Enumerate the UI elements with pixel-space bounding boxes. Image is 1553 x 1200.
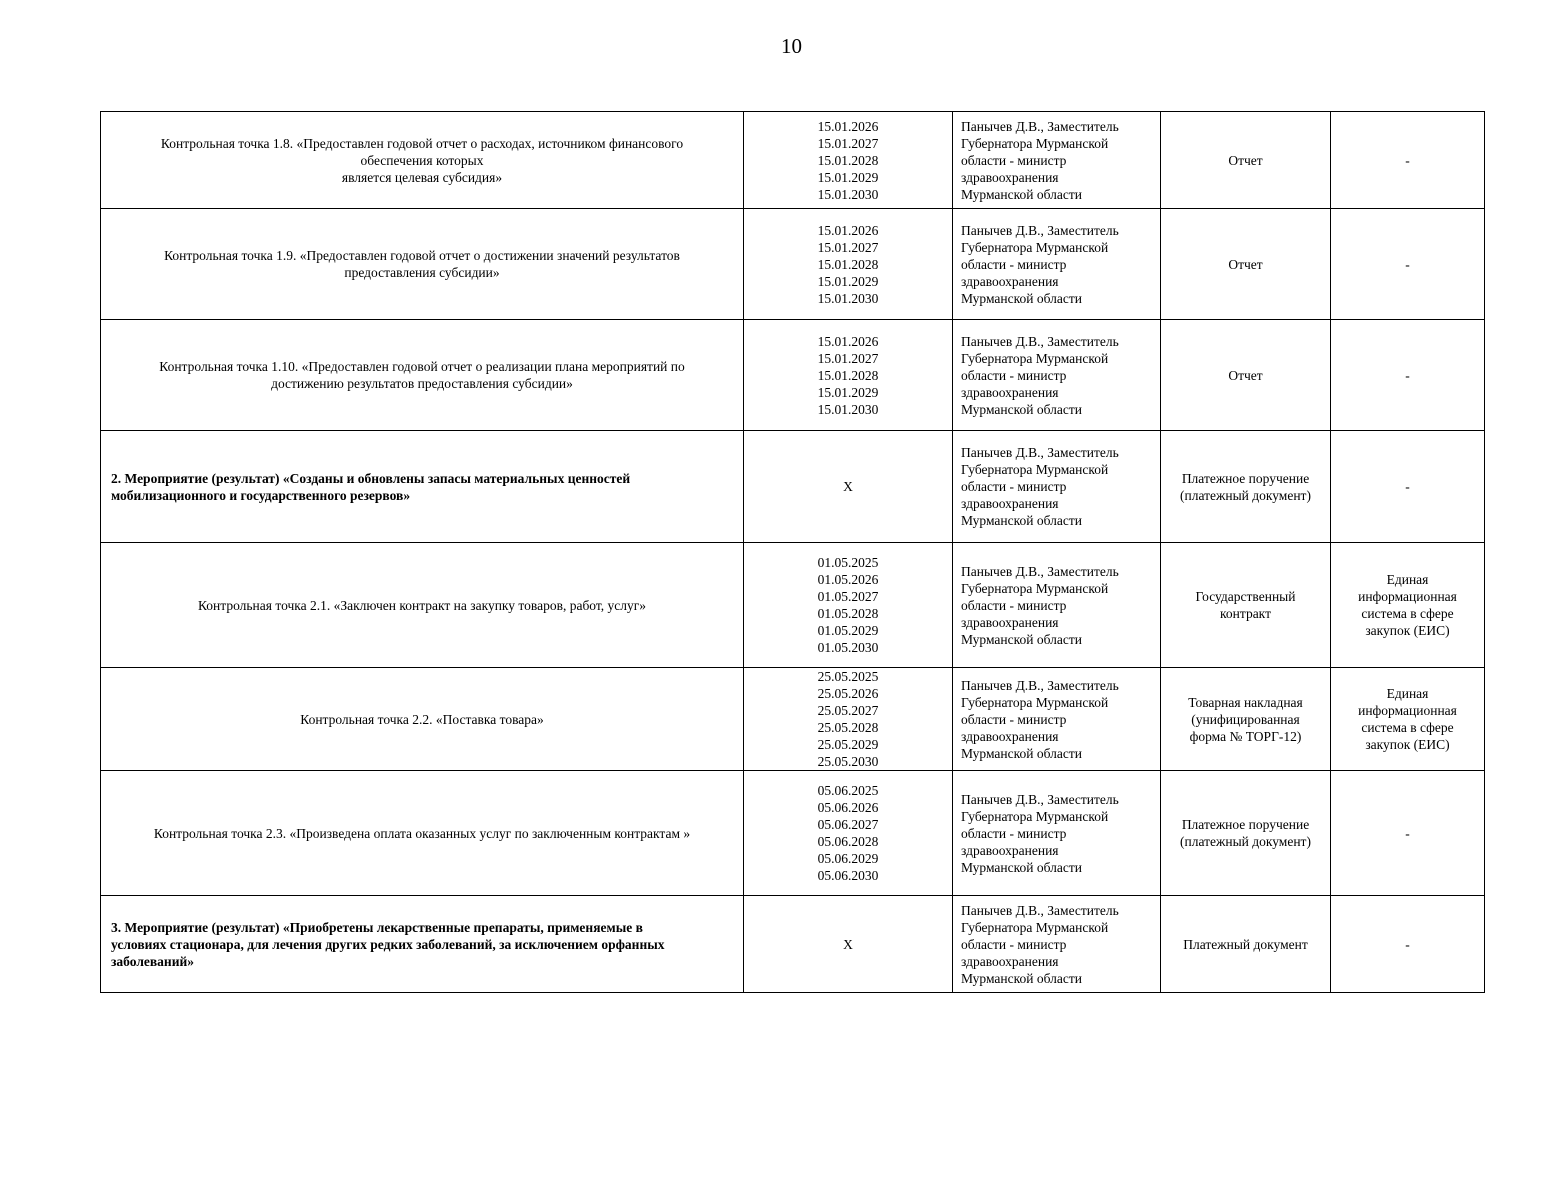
document-type-cell-line: (унифицированная	[1191, 711, 1300, 727]
information-system-cell-line: -	[1405, 256, 1410, 272]
table-row	[101, 668, 1485, 771]
dates-cell-line: 15.01.2028	[817, 367, 879, 383]
event-name-cell	[101, 431, 744, 543]
document-type-cell	[1161, 320, 1331, 431]
responsible-cell-line: Мурманской области	[961, 401, 1082, 417]
dates-cell-line: 01.05.2028	[817, 606, 879, 621]
dates-cell-line: 25.05.2028	[817, 720, 879, 735]
information-system-cell	[1331, 209, 1485, 320]
dates-cell-line: 15.01.2026	[817, 333, 879, 349]
event-name-cell-line: мобилизационного и государственного резервов»	[111, 487, 411, 503]
responsible-cell-line: Панычев Д.В., Заместитель	[961, 118, 1119, 134]
dates-cell-line: 05.06.2030	[817, 868, 879, 883]
responsible-cell-line: Мурманской области	[961, 513, 1082, 528]
event-name-cell-line: заболеваний»	[111, 953, 195, 969]
event-name-cell-line: условиях стационара, для лечения других редких заболеваний, за исключением орфанных	[111, 936, 665, 952]
document-type-cell-line: Отчет	[1228, 367, 1263, 383]
information-system-cell-line: -	[1405, 825, 1410, 841]
event-name-cell	[101, 668, 744, 771]
dates-cell-line: 25.05.2026	[817, 686, 879, 701]
information-system-cell	[1331, 771, 1485, 896]
dates-cell-line: 15.01.2029	[817, 384, 879, 400]
responsible-cell-line: Губернатора Мурманской	[961, 239, 1109, 255]
responsible-cell-line: Мурманской области	[961, 290, 1082, 306]
document-type-cell-line: Платежное поручение	[1181, 470, 1310, 486]
information-system-cell-line: информационная	[1358, 589, 1457, 604]
responsible-cell-line: области - министр	[961, 367, 1067, 383]
responsible-cell-line: Мурманской области	[961, 631, 1082, 647]
table-row	[101, 320, 1485, 431]
event-name-cell-line: достижению результатов предоставления субсидии»	[271, 376, 573, 391]
responsible-cell-line: области - министр	[961, 256, 1067, 272]
responsible-cell	[953, 112, 1161, 209]
responsible-cell-line: здравоохранения	[961, 953, 1059, 969]
event-name-cell-line: Контрольная точка 1.10. «Предоставлен годовой отчет о реализации плана мероприятий по	[159, 359, 685, 374]
information-system-cell	[1331, 431, 1485, 543]
responsible-cell-line: здравоохранения	[961, 728, 1059, 744]
information-system-cell	[1331, 112, 1485, 209]
dates-cell-line: 05.06.2027	[817, 817, 879, 832]
event-name-cell	[101, 112, 744, 209]
dates-cell-line: 15.01.2028	[817, 152, 879, 168]
responsible-cell	[953, 431, 1161, 543]
information-system-cell-line: -	[1405, 479, 1410, 494]
dates-cell-line: 15.01.2030	[817, 186, 879, 202]
responsible-cell-line: Панычев Д.В., Заместитель	[961, 563, 1119, 579]
responsible-cell-line: Губернатора Мурманской	[961, 580, 1109, 596]
responsible-cell-line: Мурманской области	[961, 745, 1082, 761]
dates-cell-line: 05.06.2025	[817, 783, 879, 798]
dates-cell-line: 15.01.2029	[817, 273, 879, 289]
responsible-cell-line: Панычев Д.В., Заместитель	[961, 791, 1119, 807]
information-system-cell-line: Единая	[1386, 686, 1429, 701]
document-type-cell-line: Отчет	[1228, 152, 1263, 168]
document-type-cell-line: Государственный	[1195, 589, 1296, 604]
responsible-cell-line: Губернатора Мурманской	[961, 350, 1109, 366]
dates-cell-line: 25.05.2025	[817, 669, 879, 684]
responsible-cell-line: здравоохранения	[961, 384, 1059, 400]
responsible-cell-line: Панычев Д.В., Заместитель	[961, 333, 1119, 349]
event-name-cell-line: предоставления субсидии»	[344, 265, 500, 280]
information-system-cell-line: информационная	[1358, 703, 1457, 718]
responsible-cell	[953, 543, 1161, 668]
information-system-cell	[1331, 668, 1485, 771]
information-system-cell-line: закупок (ЕИС)	[1365, 737, 1450, 752]
responsible-cell-line: Губернатора Мурманской	[961, 694, 1109, 710]
dates-cell-line: 01.05.2029	[817, 623, 879, 638]
responsible-cell	[953, 771, 1161, 896]
dates-cell	[744, 771, 953, 896]
dates-cell-line: 25.05.2029	[817, 737, 879, 752]
information-system-cell	[1331, 320, 1485, 431]
responsible-cell-line: Панычев Д.В., Заместитель	[961, 445, 1119, 460]
dates-cell-line: 01.05.2025	[817, 555, 879, 570]
page-number: 10	[781, 34, 802, 58]
document-type-cell	[1161, 771, 1331, 896]
dates-cell-line: 15.01.2029	[817, 169, 879, 185]
control-points-table	[100, 111, 1485, 993]
event-name-cell	[101, 896, 744, 993]
responsible-cell-line: Панычев Д.В., Заместитель	[961, 902, 1119, 918]
document-type-cell	[1161, 896, 1331, 993]
dates-cell	[744, 112, 953, 209]
event-name-cell-line: Контрольная точка 1.9. «Предоставлен годовой отчет о достижении значений результатов	[164, 248, 680, 263]
document-type-cell-line: Платежное поручение	[1181, 817, 1310, 832]
responsible-cell	[953, 320, 1161, 431]
document-type-cell-line: Отчет	[1228, 256, 1263, 272]
document-type-cell	[1161, 431, 1331, 543]
responsible-cell-line: Панычев Д.В., Заместитель	[961, 222, 1119, 238]
document-type-cell	[1161, 209, 1331, 320]
responsible-cell-line: области - министр	[961, 936, 1067, 952]
responsible-cell-line: Губернатора Мурманской	[961, 135, 1109, 151]
responsible-cell-line: здравоохранения	[961, 169, 1059, 185]
table-row	[101, 543, 1485, 668]
information-system-cell-line: -	[1405, 936, 1410, 952]
event-name-cell-line: Контрольная точка 2.1. «Заключен контракт на закупку товаров, работ, услуг»	[197, 597, 647, 613]
dates-cell-line: 15.01.2028	[817, 256, 879, 272]
responsible-cell-line: Губернатора Мурманской	[961, 462, 1109, 477]
document-type-cell-line: контракт	[1220, 606, 1271, 621]
event-name-cell-line: Контрольная точка 1.8. «Предоставлен годовой отчет о расходах, источником финансового	[160, 135, 684, 151]
document-type-cell-line: (платежный документ)	[1180, 834, 1311, 849]
information-system-cell-line: система в сфере	[1361, 606, 1454, 621]
document-type-cell-line: Платежный документ	[1183, 936, 1308, 952]
dates-cell	[744, 896, 953, 993]
event-name-cell	[101, 320, 744, 431]
information-system-cell-line: Единая	[1386, 572, 1429, 587]
dates-cell-line: X	[843, 479, 853, 494]
event-name-cell-line: 3. Мероприятие (результат) «Приобретены лекарственные препараты, применяемые в	[111, 919, 643, 935]
dates-cell-line: 15.01.2027	[817, 239, 879, 255]
responsible-cell-line: области - министр	[961, 152, 1067, 168]
information-system-cell-line: -	[1405, 367, 1410, 383]
dates-cell	[744, 431, 953, 543]
event-name-cell-line: Контрольная точка 2.3. «Произведена оплата оказанных услуг по заключенным контрактам »	[153, 825, 691, 841]
dates-cell-line: 05.06.2028	[817, 834, 879, 849]
dates-cell	[744, 320, 953, 431]
event-name-cell-line: является целевая субсидия»	[341, 169, 503, 185]
event-name-cell-line: 2. Мероприятие (результат) «Созданы и обновлены запасы материальных ценностей	[111, 470, 631, 486]
table-row	[101, 896, 1485, 993]
dates-cell	[744, 668, 953, 771]
document-type-cell-line: (платежный документ)	[1180, 487, 1311, 503]
information-system-cell-line: закупок (ЕИС)	[1365, 623, 1450, 638]
dates-cell-line: 05.06.2029	[817, 851, 879, 866]
information-system-cell-line: система в сфере	[1361, 720, 1454, 735]
responsible-cell-line: здравоохранения	[961, 842, 1059, 858]
document-type-cell-line: форма № ТОРГ-12)	[1189, 728, 1302, 744]
responsible-cell	[953, 896, 1161, 993]
responsible-cell-line: здравоохранения	[961, 496, 1059, 511]
table-row	[101, 209, 1485, 320]
dates-cell-line: 15.01.2026	[817, 118, 879, 134]
document-type-cell	[1161, 543, 1331, 668]
responsible-cell-line: Мурманской области	[961, 186, 1082, 202]
document-type-cell	[1161, 112, 1331, 209]
dates-cell	[744, 543, 953, 668]
responsible-cell-line: Губернатора Мурманской	[961, 919, 1109, 935]
responsible-cell	[953, 209, 1161, 320]
event-name-cell-line: обеспечения которых	[360, 152, 484, 168]
responsible-cell-line: области - министр	[961, 711, 1067, 727]
dates-cell-line: 15.01.2027	[817, 350, 879, 366]
responsible-cell-line: области - министр	[961, 825, 1067, 841]
dates-cell-line: X	[843, 936, 853, 952]
responsible-cell-line: здравоохранения	[961, 273, 1059, 289]
dates-cell	[744, 209, 953, 320]
event-name-cell-line: Контрольная точка 2.2. «Поставка товара»	[300, 711, 544, 727]
table-row	[101, 431, 1485, 543]
dates-cell-line: 15.01.2030	[817, 290, 879, 306]
event-name-cell	[101, 543, 744, 668]
document-type-cell	[1161, 668, 1331, 771]
responsible-cell-line: здравоохранения	[961, 614, 1059, 630]
dates-cell-line: 01.05.2030	[817, 640, 879, 655]
dates-cell-line: 01.05.2027	[817, 589, 879, 604]
dates-cell-line: 05.06.2026	[817, 800, 879, 815]
dates-cell-line: 15.01.2026	[817, 222, 879, 238]
dates-cell-line: 15.01.2030	[817, 401, 879, 417]
dates-cell-line: 15.01.2027	[817, 135, 879, 151]
information-system-cell-line: -	[1405, 152, 1410, 168]
responsible-cell	[953, 668, 1161, 771]
dates-cell-line: 01.05.2026	[817, 572, 879, 587]
table-row	[101, 771, 1485, 896]
table-row	[101, 112, 1485, 209]
event-name-cell	[101, 771, 744, 896]
information-system-cell	[1331, 896, 1485, 993]
responsible-cell-line: области - министр	[961, 597, 1067, 613]
dates-cell-line: 25.05.2030	[817, 754, 879, 769]
dates-cell-line: 25.05.2027	[817, 703, 879, 718]
responsible-cell-line: области - министр	[961, 479, 1067, 494]
responsible-cell-line: Панычев Д.В., Заместитель	[961, 677, 1119, 693]
information-system-cell	[1331, 543, 1485, 668]
event-name-cell	[101, 209, 744, 320]
responsible-cell-line: Мурманской области	[961, 859, 1082, 875]
document-type-cell-line: Товарная накладная	[1188, 694, 1303, 710]
responsible-cell-line: Губернатора Мурманской	[961, 808, 1109, 824]
responsible-cell-line: Мурманской области	[961, 970, 1082, 986]
